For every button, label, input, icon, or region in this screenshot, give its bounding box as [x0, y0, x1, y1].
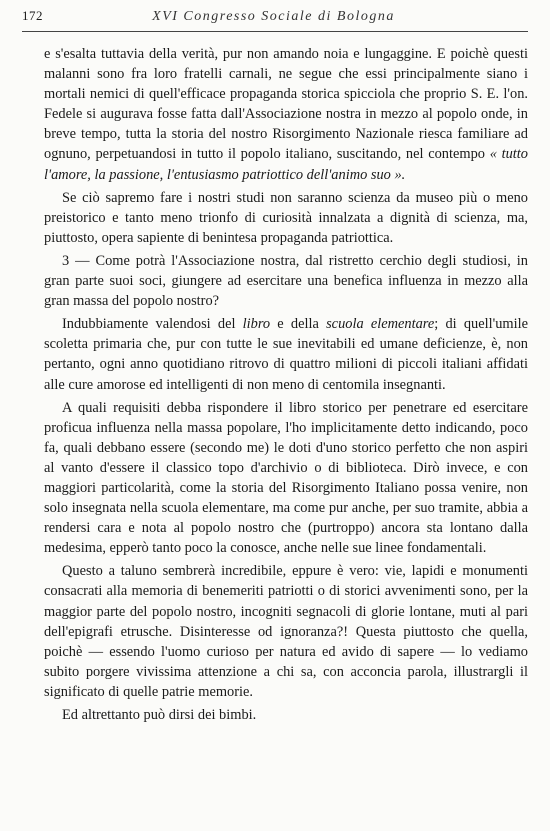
running-title: XVI Congresso Sociale di Bologna	[152, 9, 395, 24]
paragraph-4-part-4: scuola elementare	[326, 316, 435, 333]
paragraph-1	[44, 44, 528, 185]
paragraph-4-part-5: ; di quell'umile scoletta primaria che, pur con tutte le sue inevitabili ed umane deficienze, è, non pertanto, ogni anno quotidiano ritrovo di quattro milioni di piccoli italiani affidati alle cure amorose ed intelligenti di non meno di centomila insegnanti.	[44, 316, 528, 393]
header-rule	[22, 31, 528, 32]
body-text	[44, 44, 528, 728]
paragraph-7: Ed altrettanto può dirsi dei bimbi.	[62, 707, 257, 723]
page-header	[22, 8, 528, 30]
paragraph-2: Se ciò sapremo fare i nostri studi non saranno scienza da museo più o meno preistorico e tanto meno trionfo di curiosità innalzata a dignità di scienza, ma, piuttosto, opera sapiente di benintesa propaganda patriottica.	[44, 189, 528, 246]
paragraph-5: A quali requisiti debba rispondere il libro storico per penetrare ed esercitare proficua influenza nella massa popolare, l'ho implicitamente detto indicando, poco fa, quali debbano essere (secondo me) le doti d'uno storico perfetto che non aspiri al vanto d'essere il classico topo d'archivio o di biblioteca. Dirò invece, e con maggiori particolarità, come la storia del Risorgimento Italiano possa venire, non solo insegnata nella scuola elementare, ma come pur anche, per suo tramite, abbia a rendersi cara e nota al popolo nostro che (purtroppo) ancora sta lontano dalla medesima, epperò tanto poco la conosce, anche nelle sue linee fondamentali.	[44, 399, 528, 557]
paragraph-6: Questo a taluno sembrerà incredibile, eppure è vero: vie, lapidi e monumenti consacrati alla memoria di benemeriti patriotti o di storici avvenimenti sono, per la maggior parte del popolo nostro, incogniti segnacoli di glorie lontane, muti al pari dell'epigrafi etrusche. Disinteresse od ignoranza?! Questa piuttosto che quella, poichè — essendo l'uomo curioso per natura ed avido di sapere — lo vediamo subito porgere vivissima attenzione a chi sa, con acconcia parola, illustrargli il significato di quelle patrie memorie.	[44, 563, 528, 700]
paragraph-4-part-1: Indubbiamente valendosi del	[62, 316, 243, 333]
paragraph-4-part-2: libro	[242, 316, 271, 333]
paragraph-1-quote: « tutto l'amore, la passione, l'entusiasmo patriottico dell'animo suo ».	[44, 146, 529, 183]
page-number: 172	[22, 8, 43, 23]
paragraph-4-part-3: e della	[270, 316, 327, 333]
paragraph-3: 3 — Come potrà l'Associazione nostra, dal ristretto cerchio degli studiosi, in gran parte suoi soci, giungere ad esercitare una benefica influenza in mezzo alla gran massa del popolo nostro?	[44, 252, 528, 310]
paragraph-4	[44, 314, 528, 394]
paragraph-1-text: e s'esalta tuttavia della verità, pur non amando noia e lungaggine. E poichè questi malanni sono fra loro fratelli carnali, ne segue che essi principalmente siano i mortali nemici di quell'efficace propaganda storica spicciola che proprio S. E. l'on. Fedele si augurava fosse fatta dall'Associazione nostra in mezzo al popolo onde, in breve tempo, tutta la storia del nostro Risorgimento Nazionale riesca familiare ad ognuno, perpetuandosi in tutto il popolo italiano, suscitando, nel contempo	[44, 46, 528, 163]
